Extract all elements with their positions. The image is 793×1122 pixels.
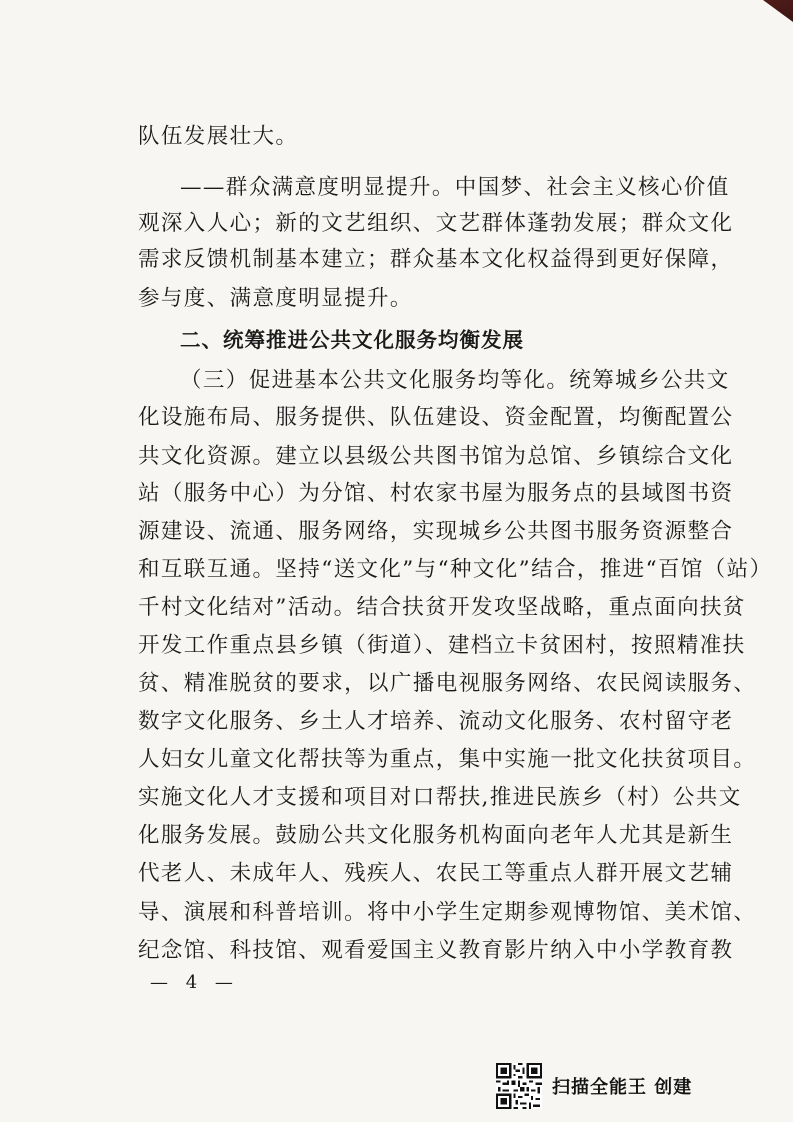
- text-line-22: 纪念馆、科技馆、观看爱国主义教育影片纳入中小学教育教: [138, 938, 734, 963]
- text-line-13: 千村文化结对”活动。结合扶贫开发攻坚战略，重点面向扶贫: [138, 595, 746, 620]
- text-line-10: 站（服务中心）为分馆、村农家书屋为服务点的县域图书资: [138, 481, 734, 506]
- text-line-4: 需求反馈机制基本建立；群众基本文化权益得到更好保障，: [138, 247, 734, 272]
- text-line-15: 贫、精准脱贫的要求，以广播电视服务网络、农民阅读服务、: [138, 671, 757, 696]
- text-line-19: 化服务发展。鼓励公共文化服务机构面向老年人尤其是新生: [138, 823, 734, 848]
- text-line-1: 队伍发展壮大。: [138, 124, 299, 149]
- text-line-2: ——群众满意度明显提升。中国梦、社会主义核心价值: [180, 175, 730, 200]
- text-line-5: 参与度、满意度明显提升。: [138, 286, 413, 311]
- text-line-16: 数字文化服务、乡土人才培养、流动文化服务、农村留守老: [138, 709, 734, 734]
- text-line-17: 人妇女儿童文化帮扶等为重点，集中实施一批文化扶贫项目。: [138, 747, 757, 772]
- text-line-7: （三）促进基本公共文化服务均等化。统筹城乡公共文: [180, 368, 730, 393]
- text-line-8: 化设施布局、服务提供、队伍建设、资金配置，均衡配置公: [138, 405, 734, 430]
- page-corner: [733, 0, 793, 22]
- page-number: — 4 —: [150, 972, 239, 993]
- text-line-3: 观深入人心；新的文艺组织、文艺群体蓬勃发展；群众文化: [138, 211, 734, 236]
- text-line-12: 和互联互通。坚持“送文化”与“种文化”结合，推进“百馆（站）: [138, 557, 773, 582]
- scanner-watermark: [496, 1063, 692, 1109]
- text-line-9: 共文化资源。建立以县级公共图书馆为总馆、乡镇综合文化: [138, 444, 734, 469]
- text-line-14: 开发工作重点县乡镇（街道）、建档立卡贫困村，按照精准扶: [138, 633, 746, 658]
- text-line-11: 源建设、流通、服务网络，实现城乡公共图书服务资源整合: [138, 519, 734, 544]
- text-line-21: 导、演展和科普培训。将中小学生定期参观博物馆、美术馆、: [138, 900, 757, 925]
- qr-code-icon: [496, 1063, 542, 1109]
- section-heading: 二、统筹推进公共文化服务均衡发展: [180, 328, 524, 352]
- text-line-18: 实施文化人才支援和项目对口帮扶,推进民族乡（村）公共文: [138, 785, 742, 810]
- watermark-text: 扫描全能王 创建: [552, 1077, 693, 1098]
- text-line-20: 代老人、未成年人、残疾人、农民工等重点人群开展文艺辅: [138, 861, 734, 886]
